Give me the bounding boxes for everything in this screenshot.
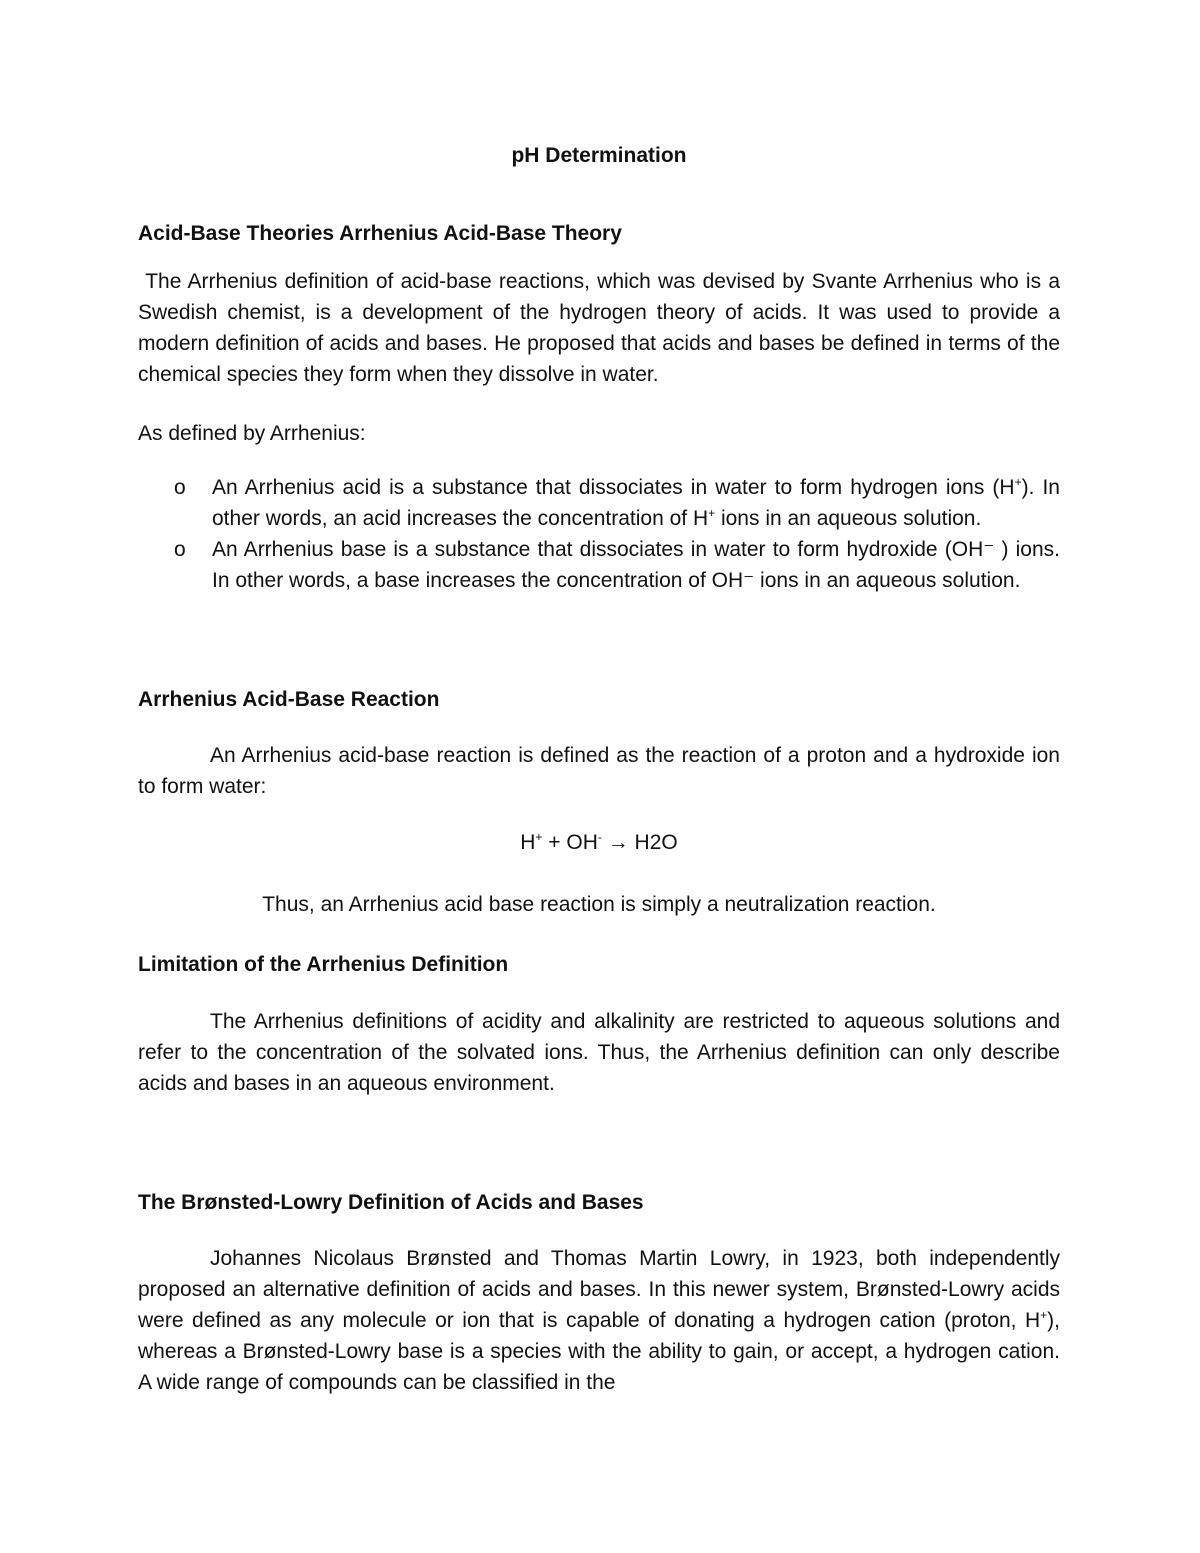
bullet-text: An Arrhenius base is a substance that dissociates in water to form hydroxide (OH⁻ ) ions. In other words, a base increases the concentration of OH⁻ ions in an aqueous solution. [212,538,1060,592]
bullet-text-part: An Arrhenius acid is a substance that dissociates in water to form hydrogen ions (H [212,476,1015,499]
paragraph-as-defined: As defined by Arrhenius: [138,422,366,445]
paragraph-arrhenius-reaction: An Arrhenius acid-base reaction is defined as the reaction of a proton and a hydroxide ion to form water: [138,744,1060,798]
list-item-arrhenius-base [138,534,1060,596]
superscript-plus: + [1014,475,1022,489]
bullet-text-part: ). In other words, an acid increases the concentration of H [212,476,1060,530]
paragraph-neutralization: Thus, an Arrhenius acid base reaction is simply a neutralization reaction. [262,893,936,916]
equation-part: → H2O [601,831,678,854]
section-heading-limitation: Limitation of the Arrhenius Definition [138,953,509,976]
paragraph-bronsted-lowry [138,1243,1060,1398]
section-heading-bronsted-lowry: The Brønsted-Lowry Definition of Acids and Bases [138,1191,644,1214]
superscript-plus: + [1040,1308,1048,1322]
paragraph-text-part: Johannes Nicolaus Brønsted and Thomas Martin Lowry, in 1923, both independently proposed an alternative definition of acids and bases. In this newer system, Brønsted-Lowry acids were defined as any molecule or ion that is capable of donating a hydrogen cation (proton, H [138,1247,1060,1332]
bullet-marker: o [174,476,186,499]
list-item-arrhenius-acid [138,472,1060,534]
paragraph-arrhenius-definition: The Arrhenius definition of acid-base reactions, which was devised by Svante Arrhenius who is a Swedish chemist, is a development of the hydrogen theory of acids. It was used to provide a modern definition of acids and bases. He proposed that acids and bases be defined in terms of the chemical species they form when they dissolve in water. [138,270,1066,386]
paragraph-limitation: The Arrhenius definitions of acidity and alkalinity are restricted to aqueous solutions and refer to the concentration of the solvated ions. Thus, the Arrhenius definition can only describe acids and bases in an aqueous environment. [138,1010,1060,1095]
superscript-plus: + [708,506,716,520]
arrhenius-bullet-list [138,472,1060,596]
section-heading-arrhenius-theory: Acid-Base Theories Arrhenius Acid-Base Theory [138,222,622,245]
paragraph-text-part: ), whereas a Brønsted-Lowry base is a species with the ability to gain, or accept, a hydrogen cation. A wide range of compounds can be classified in the [138,1309,1060,1394]
reaction-equation [138,829,1060,857]
bullet-text-part: ions in an aqueous solution. [715,507,982,530]
equation-part: + OH [542,831,598,854]
document-title: pH Determination [511,144,687,167]
bullet-marker: o [174,538,186,561]
equation-part: H [520,831,536,854]
superscript-plus: + [535,830,543,844]
superscript-minus: - [597,830,602,844]
section-heading-arrhenius-reaction: Arrhenius Acid-Base Reaction [138,688,440,711]
